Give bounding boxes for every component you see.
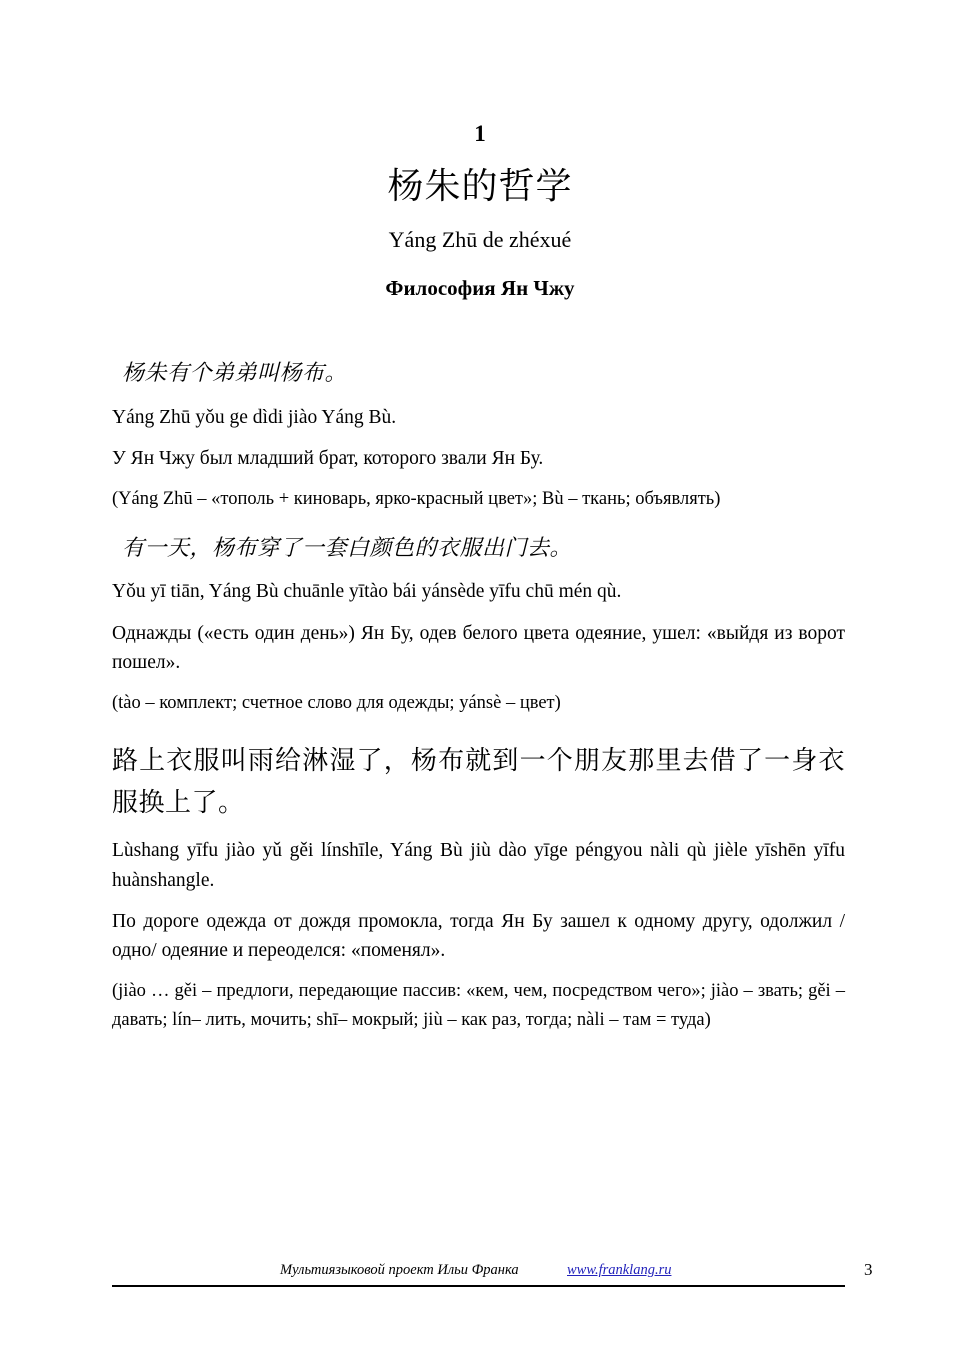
page-footer	[112, 1260, 873, 1308]
document-body	[112, 358, 845, 1048]
footer-credit: Мультиязыковой проект Ильи Франка	[280, 1262, 519, 1278]
block-3-russian: По дороге одежда от дождя промокла, тогда Ян Бу зашел к одному другу, одолжил /одно/ одеяние и переоделся: «поменял».	[112, 910, 845, 962]
block-3-note: (jiào … gěi – предлоги, передающие пассив: «кем, чем, посредством чего»; jiào – звать; gěi – давать; lín– лить, мочить; shī– мокрый; jiù – как раз, тогда; nàli – там = туда)	[112, 981, 845, 1030]
block-2-chinese: 有一天，杨布穿了一套白颜色的衣服出门去。	[122, 535, 573, 561]
block-2-note: (tào – комплект; счетное слово для одежды; yánsè – цвет)	[112, 693, 561, 714]
block-2-russian: Однажды («есть один день») Ян Бу, одев белого цвета одеяние, ушел: «выйдя из ворот пошел».	[112, 622, 845, 673]
page-header	[0, 0, 960, 301]
block-1-chinese: 杨朱有个弟弟叫杨布。	[122, 361, 348, 386]
title-chinese: 杨朱的哲学	[387, 166, 573, 207]
title-pinyin: Yáng Zhū de zhéxué	[388, 227, 572, 252]
block-spacer-2	[112, 731, 845, 740]
chapter-number: 1	[474, 121, 486, 146]
block-1-note: (Yáng Zhū – «тополь + киноварь, ярко-красный цвет»; Bù – ткань; объявлять)	[112, 489, 721, 510]
lesson-block-1	[112, 358, 845, 514]
lesson-block-2	[112, 533, 845, 718]
title-russian: Философия Ян Чжу	[385, 276, 575, 300]
block-1-russian: У Ян Чжу был младший брат, которого звали Ян Бу.	[112, 448, 544, 470]
footer-row	[112, 1260, 873, 1286]
block-3-chinese: 路上衣服叫雨给淋湿了，杨布就到一个朋友那里去借了一身衣服换上了。	[112, 746, 845, 819]
lesson-block-3	[112, 740, 845, 1033]
block-3-pinyin: Lùshang yīfu jiào yǔ gěi línshīle, Yáng Bù jiù dào yīge péngyou nàli qù jièle yīshēn yīfu huànshangle.	[112, 840, 845, 891]
footer-divider	[112, 1285, 845, 1287]
block-1-pinyin: Yáng Zhū yǒu ge dìdi jiào Yáng Bù.	[112, 406, 397, 428]
page-number: 3	[864, 1260, 873, 1279]
block-2-pinyin: Yǒu yī tiān, Yáng Bù chuānle yītào bái yánsède yīfu chū mén qù.	[112, 581, 622, 603]
footer-url-link[interactable]: www.franklang.ru	[567, 1262, 672, 1278]
